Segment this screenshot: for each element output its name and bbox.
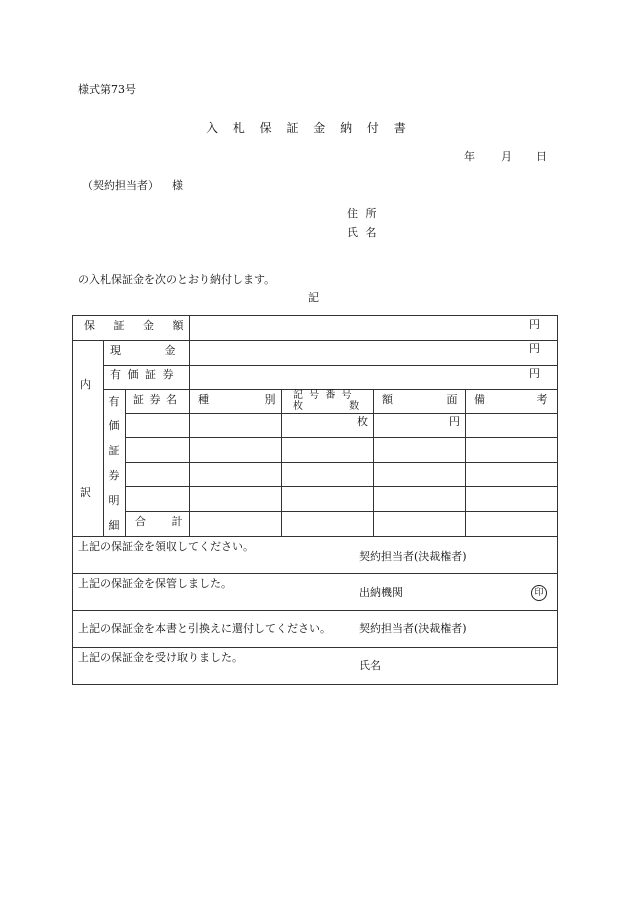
- total-label: 合 計: [135, 515, 183, 528]
- section-receive-signer: 契約担当者(決裁権者): [359, 550, 467, 563]
- date-day: 日: [536, 150, 547, 163]
- deposit-yen: 円: [529, 318, 540, 331]
- col-line: [189, 315, 190, 391]
- row-line: [72, 610, 558, 611]
- col-line: [125, 389, 126, 536]
- row-line: [72, 573, 558, 574]
- honorific: 様: [172, 179, 183, 192]
- header-serial: 記 号 番 号: [293, 390, 352, 401]
- col-line: [281, 389, 282, 536]
- section-refund-signer: 契約担当者(決裁権者): [359, 622, 467, 635]
- securities-details-char: 証: [108, 444, 120, 457]
- deposit-amount-label: 保 証 金 額: [84, 319, 184, 332]
- sheets-unit: 枚: [357, 415, 368, 428]
- securities-details-char: 細: [108, 519, 120, 532]
- breakdown-label-1: 内: [80, 378, 91, 391]
- page-title: 入 札 保 証 金 納 付 書: [206, 121, 406, 135]
- row-line: [72, 340, 558, 341]
- addressee: （契約担当者）: [82, 179, 159, 192]
- header-count: 枚 数: [293, 401, 360, 412]
- col-line: [465, 389, 466, 536]
- header-remarks: 備 考: [474, 393, 548, 406]
- section-received-name: 氏名: [359, 659, 381, 672]
- form-number: 様式第73号: [78, 83, 136, 96]
- address-label: 住 所: [347, 207, 377, 220]
- row-line: [72, 647, 558, 648]
- section-received-text: 上記の保証金を受け取りました。: [78, 651, 243, 664]
- securities-label: 有 価 証 券: [110, 368, 174, 381]
- date-year: 年: [464, 150, 475, 163]
- row-line: [72, 536, 558, 537]
- header-kind: 種 別: [198, 393, 276, 406]
- header-face: 額 面: [382, 393, 458, 406]
- cash-yen: 円: [529, 342, 540, 355]
- record-heading: 記: [308, 291, 319, 304]
- row-line: [103, 365, 558, 366]
- section-store-text: 上記の保証金を保管しました。: [78, 577, 232, 590]
- securities-details-char: 有: [108, 395, 120, 408]
- intro-text: の入札保証金を次のとおり納付します。: [78, 273, 276, 286]
- section-refund-text: 上記の保証金を本書と引換えに還付してください。: [78, 622, 331, 635]
- cash-label: 現 金: [110, 344, 176, 357]
- col-line: [373, 389, 374, 536]
- securities-details-char: 価: [108, 419, 120, 432]
- breakdown-label-2: 訳: [80, 486, 91, 499]
- date-month: 月: [501, 150, 512, 163]
- col-line: [189, 389, 190, 536]
- section-receive-text: 上記の保証金を領収してください。: [78, 540, 254, 553]
- securities-details-char: 明: [108, 494, 120, 507]
- face-yen: 円: [449, 415, 460, 428]
- name-label: 氏 名: [347, 226, 377, 239]
- header-security-name: 証 券 名: [133, 393, 177, 406]
- col-line: [103, 340, 104, 536]
- seal-mark: 印: [531, 585, 547, 601]
- securities-yen: 円: [529, 367, 540, 380]
- section-store-signer: 出納機関: [359, 586, 403, 599]
- securities-details-char: 券: [108, 469, 120, 482]
